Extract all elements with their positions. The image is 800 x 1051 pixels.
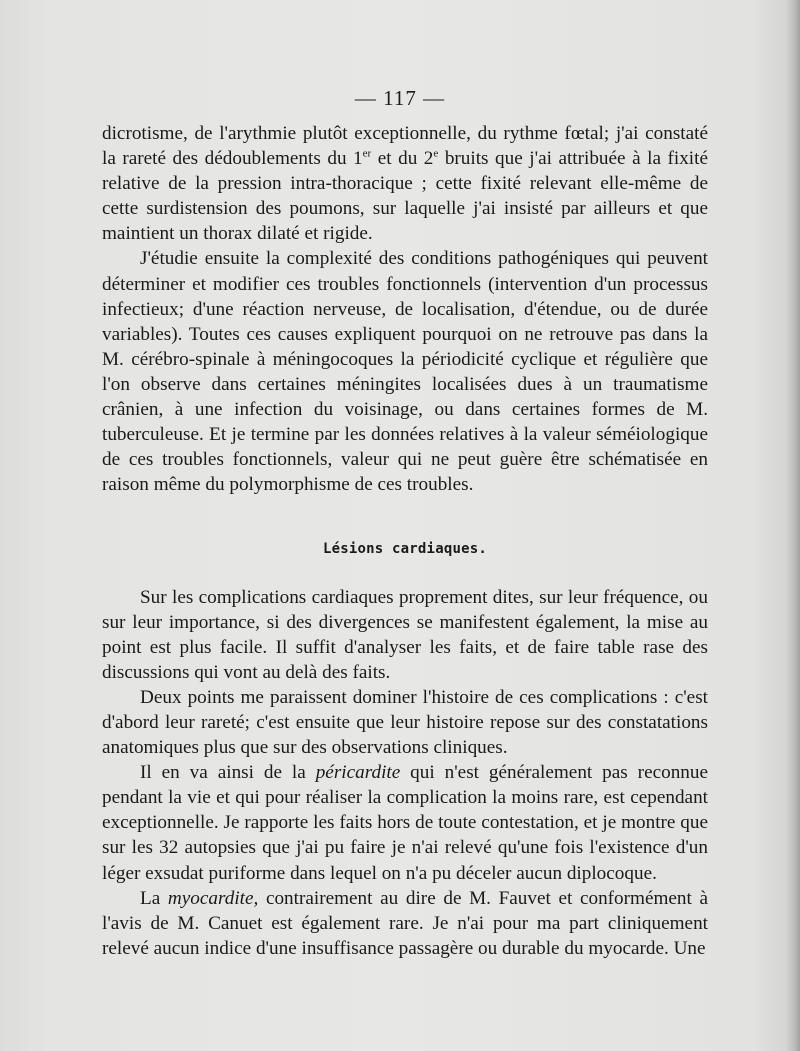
page-number: — 117 — (354, 86, 446, 110)
paragraph-6: La myocardite, contrairement au dire de M. Fauvet et conformément à l'avis de M. Canuet est également rare. Je n'ai pour ma part cliniquement relevé aucun indice d'une insuffisance passagère ou durable du myocarde. Une (102, 887, 708, 959)
body-text (102, 121, 708, 961)
paragraph-1: dicrotisme, de l'arythmie plutôt exceptionnelle, du rythme fœtal; j'ai constaté la rareté des dédoublements du 1er et du 2e bruits que j'ai attribuée à la fixité relative de la pression intra-thoracique ; cette fixité relevant elle-même de cette surdistension des poumons, sur laquelle j'ai insisté par ailleurs et que maintient un thorax dilaté et rigide. (102, 123, 708, 245)
paragraph-4: Deux points me paraissent dominer l'histoire de ces complications : c'est d'abord leur rareté; c'est ensuite que leur histoire repose sur des constatations anatomiques plus que sur des observations cliniques. (102, 686, 708, 759)
paragraph-5: Il en va ainsi de la péricardite qui n'est généralement pas reconnue pendant la vie et qui pour réaliser la complication la moins rare, est cependant exceptionnelle. Je rapporte les faits hors de toute contestation, et je montre que sur les 32 autopsies que j'ai pu faire je n'ai relevé qu'une fois l'existence d'un léger exsudat puriforme dans lequel on n'a pu déceler aucun diplocoque. (102, 762, 708, 884)
paragraph-2: J'étudie ensuite la complexité des conditions pathogéniques qui peuvent déterminer et modifier ces troubles fonctionnels (intervention d'un processus infectieux; d'une réaction nerveuse, de localisation, d'étendue, ou de durée variables). Toutes ces causes expliquent pourquoi on ne retrouve pas dans la M. cérébro-spinale à méningocoques la périodicité cyclique et régulière que l'on observe dans certaines méningites localisées dues à un traumatisme crânien, à une infection du voisinage, ou dans certaines formes de M. tuberculeuse. Et je termine par les données relatives à la valeur séméiologique de ces troubles fonctionnels, valeur qui ne peut guère être schématisée en raison même du polymorphisme de ces troubles. (102, 248, 708, 496)
section-heading: Lésions cardiaques. (323, 541, 487, 558)
paragraph-3: Sur les complications cardiaques proprement dites, sur leur fréquence, ou sur leur importance, si des divergences se manifestent également, la mise au point est plus facile. Il suffit d'analyser les faits, et de faire table rase des discussions qui vont au delà des faits. (102, 586, 708, 683)
